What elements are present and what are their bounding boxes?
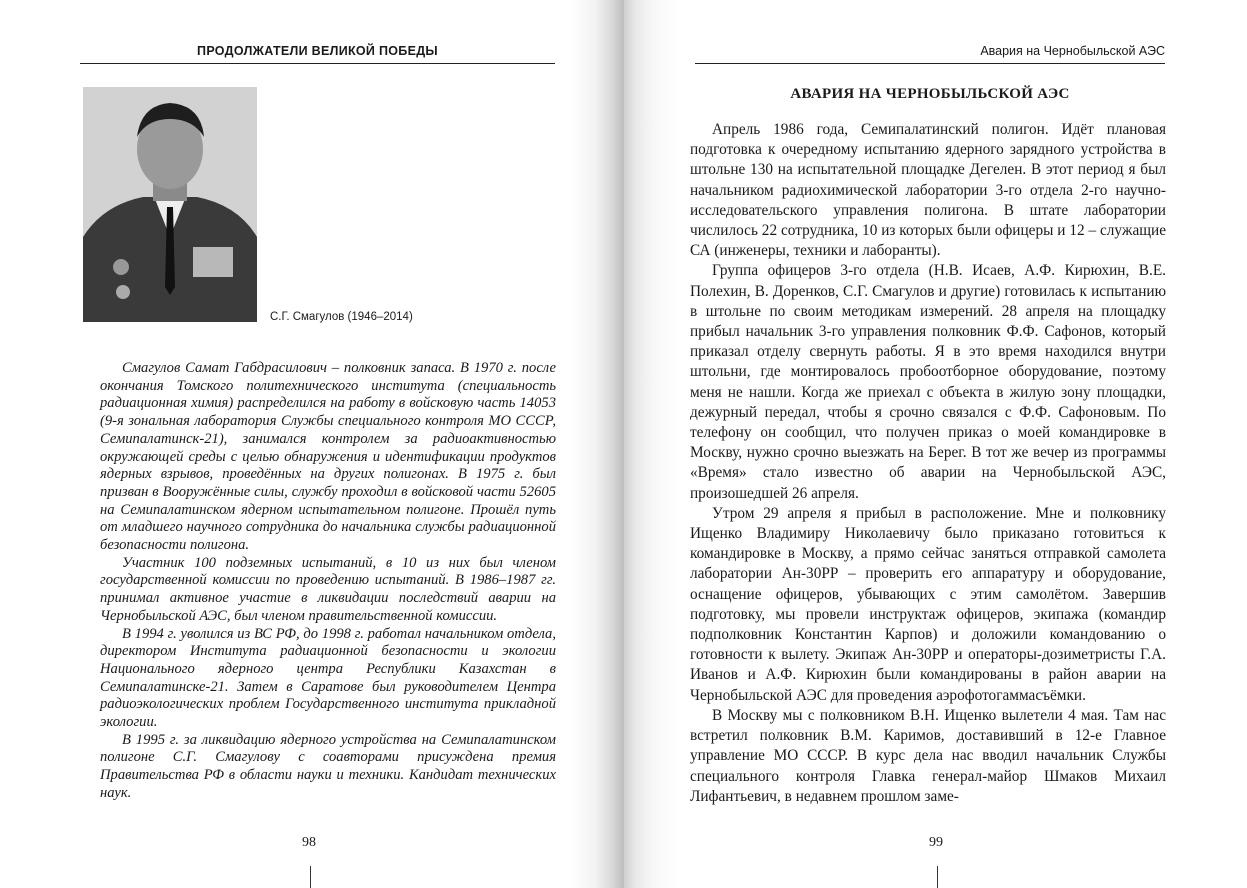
paragraph: Апрель 1986 года, Семипалатинский полигон. Идёт плановая подготовка к очередному испытанию ядерного зарядного устройства в штольне 130 на испытательной площадке Дегелен. В этот период я был начальником радиохимической лаборатории 3-го отдела 2-го научно-исследовательского управления полигона. В штате лаборатории числилось 22 сотрудника, 10 из которых были офицеры и 12 – служащие СА (инженеры, техники и лаборанты). [690,121,1166,260]
paragraph: Группа офицеров 3-го отдела (Н.В. Исаев, А.Ф. Кирюхин, В.Е. Полехин, В. Доренков, С.Г. Смагулов и другие) готовилась к испытанию в штольне по своим методикам измерений. 28 апреля на площадку прибыл начальник 3-го управления полковник Ф.Ф. Сафонов, который приказал отделу свернуть работы. Я в это время находился внутри штольни, где монтировалось пробоотборное оборудование, поэтому меня не нашли. Когда же приехал с объекта в жилую зону площадки, дежурный передал, чтобы я срочно связался с Ф.Ф. Сафоновым. По телефону он сообщил, что получен приказ о моей командировке в Москву, нужно срочно выезжать на Берег. В тот же вечер из программы «Время» стало известно об аварии на Чернобыльской АЭС, произошедшей 26 апреля. [690,262,1166,502]
crop-mark [937,866,938,888]
portrait-photo [83,87,257,322]
paragraph: Смагулов Самат Габдрасилович – полковник запаса. В 1970 г. после окончания Томского политехнического института (специальность радиационная химия) распределился на работу в войсковую часть 14053 (9-я зональная лаборатория Службы специального контроля МО СССР, Семипалатинск-21), занимался контролем за радиоактивностью окружающей среды с целью обнаружения и идентификации продуктов ядерных взрывов, проведённых на других полигонах. В 1975 г. был призван в Вооружённые силы, службу проходил в войсковой части 52605 на Семипалатинском ядерном испытательном полигоне. Прошёл путь от младшего научного сотрудника до начальника службы радиационной безопасности полигона. [100,360,556,554]
running-head: ПРОДОЛЖАТЕЛИ ВЕЛИКОЙ ПОБЕДЫ [197,44,438,58]
page-number: 99 [929,835,943,850]
paragraph: Утром 29 апреля я прибыл в расположение. Мне и полковнику Ищенко Владимиру Николаевичу было приказано готовиться к командировке в Москву, а прямо сейчас заняться отправкой самолета лаборатории Ан-30РР – проверить его аппаратуру и оборудование, оснащение офицеров, убывающих с этим самолётом. Завершив подготовку, мы провели инструктаж офицеров, экипажа (командир подполковник Константин Карпов) и доложили командованию о готовности к вылету. Экипаж Ан-30РР и операторы-дозиметристы Г.А. Иванов и А.Ф. Кирюхин были командированы в район аварии на Чернобыльской АЭС для проведения аэрофотогаммасъёмки. [690,504,1166,704]
chapter-title: АВАРИЯ НА ЧЕРНОБЫЛЬСКОЙ АЭС [790,86,1070,102]
page-number: 98 [302,835,316,850]
header-rule [695,63,1165,64]
paragraph: В Москву мы с полковником В.Н. Ищенко вылетели 4 мая. Там нас встретил полковник В.М. Каримов, доставивший в 12-е Главное управление МО СССР. В курс дела нас вводил начальник Службы специального контроля Главка генерал-майор Шмаков Михаил Лифантьевич, в недавнем прошлом заме- [690,706,1166,805]
paragraph: В 1994 г. уволился из ВС РФ, до 1998 г. работал начальником отдела, директором Института радиационной безопасности и экологии Национального ядерного центра Республики Казахстан в Семипалатинске-21. Затем в Саратове был руководителем Центра радиоэкологических проблем Государственного института прикладной экологии. [100,625,556,731]
crop-mark [310,866,311,888]
photo-caption: С.Г. Смагулов (1946–2014) [270,311,413,323]
paragraph: В 1995 г. за ликвидацию ядерного устройства на Семипалатинском полигоне С.Г. Смагулову с соавторами присуждена премия Правительства РФ в области науки и техники. Кандидат технических наук. [100,731,556,801]
running-head: Авария на Чернобыльской АЭС [980,44,1165,58]
chapter-text [690,120,1166,807]
biography-text [100,360,556,803]
right-page [624,0,1247,888]
paragraph: Участник 100 подземных испытаний, в 10 из них был членом государственной комиссии по проведению испытаний. В 1986–1987 гг. принимал активное участие в ликвидации последствий аварии на Чернобыльской АЭС, был членом правительственной комиссии. [100,554,556,624]
header-rule [80,63,555,64]
